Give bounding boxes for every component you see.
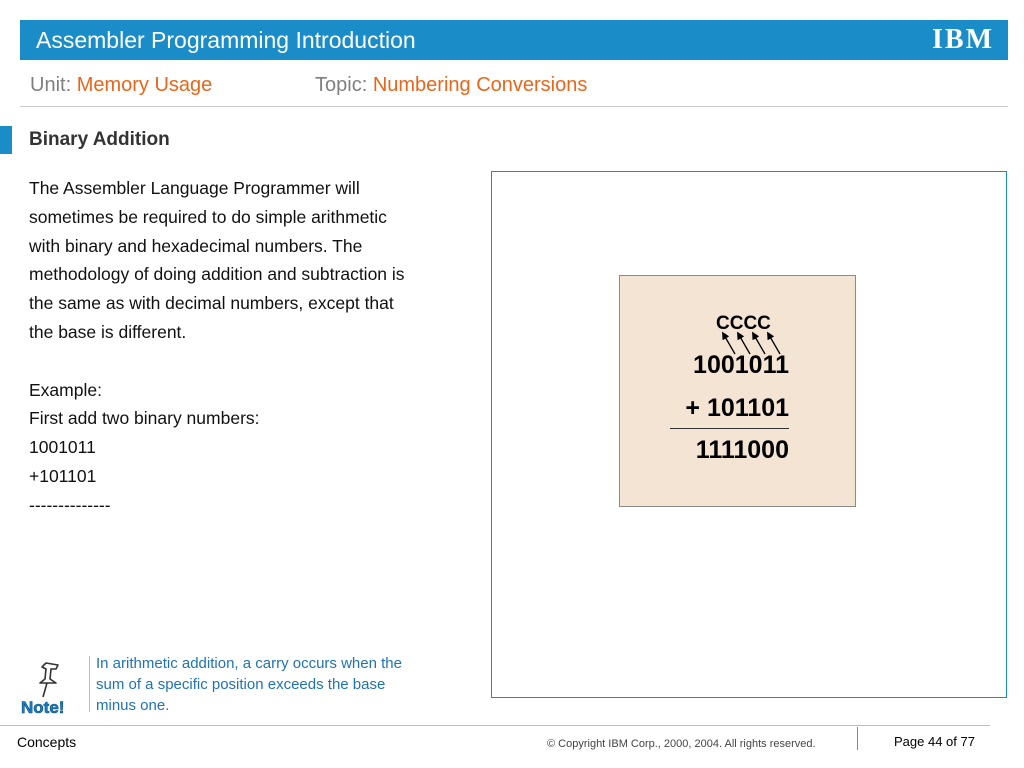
operand-two: + 101101	[685, 394, 789, 422]
body-line: methodology of doing addition and subtraction is	[29, 264, 405, 285]
footer-divider	[0, 725, 990, 726]
header-divider	[20, 106, 1008, 107]
body-line: the same as with decimal numbers, except that	[29, 293, 394, 314]
footer-section-name: Concepts	[17, 734, 77, 750]
note-text: In arithmetic addition, a carry occurs when the sum of a specific position exceeds the base minus one.	[96, 655, 402, 714]
body-text	[29, 174, 469, 520]
footer-copyright: © Copyright IBM Corp., 2000, 2004. All rights reserved.	[547, 738, 816, 750]
paragraph-gap	[29, 347, 469, 376]
page-number: Page 44 of 77	[894, 734, 975, 749]
presentation-title: Assembler Programming Introduction	[36, 27, 416, 53]
carry-marks: CCCC	[716, 313, 771, 334]
topic-label: Topic:	[315, 74, 368, 96]
calculation-box	[619, 275, 856, 507]
topic-value: Numbering Conversions	[372, 74, 588, 96]
note-pin-icon	[18, 655, 80, 717]
footer-separator	[857, 727, 858, 750]
unit-label: Unit:	[30, 74, 72, 96]
unit-value: Memory Usage	[76, 74, 213, 96]
example-line: First add two binary numbers:	[29, 408, 260, 429]
unit-label-row	[30, 72, 212, 98]
sum-result: 1111000	[695, 436, 789, 464]
note-divider	[89, 656, 90, 712]
example-line: +101101	[29, 465, 97, 486]
body-line: The Assembler Language Programmer will	[29, 178, 360, 198]
example-line: 1001011	[29, 437, 96, 458]
body-line: the base is different.	[29, 321, 187, 342]
section-title: Binary Addition	[29, 129, 170, 150]
example-line: --------------	[29, 494, 111, 515]
operand-one: 1001011	[693, 351, 789, 379]
body-line: with binary and hexadecimal numbers. The	[29, 235, 363, 256]
example-line: Example:	[29, 379, 102, 400]
title-bar	[20, 20, 1008, 60]
note-icon-label: Note!	[21, 698, 65, 717]
ibm-logo: IBM	[932, 24, 994, 55]
sum-line	[670, 428, 789, 429]
section-accent-bar	[0, 126, 12, 154]
body-line: sometimes be required to do simple arithmetic	[29, 206, 387, 227]
topic-label-row	[315, 72, 587, 98]
